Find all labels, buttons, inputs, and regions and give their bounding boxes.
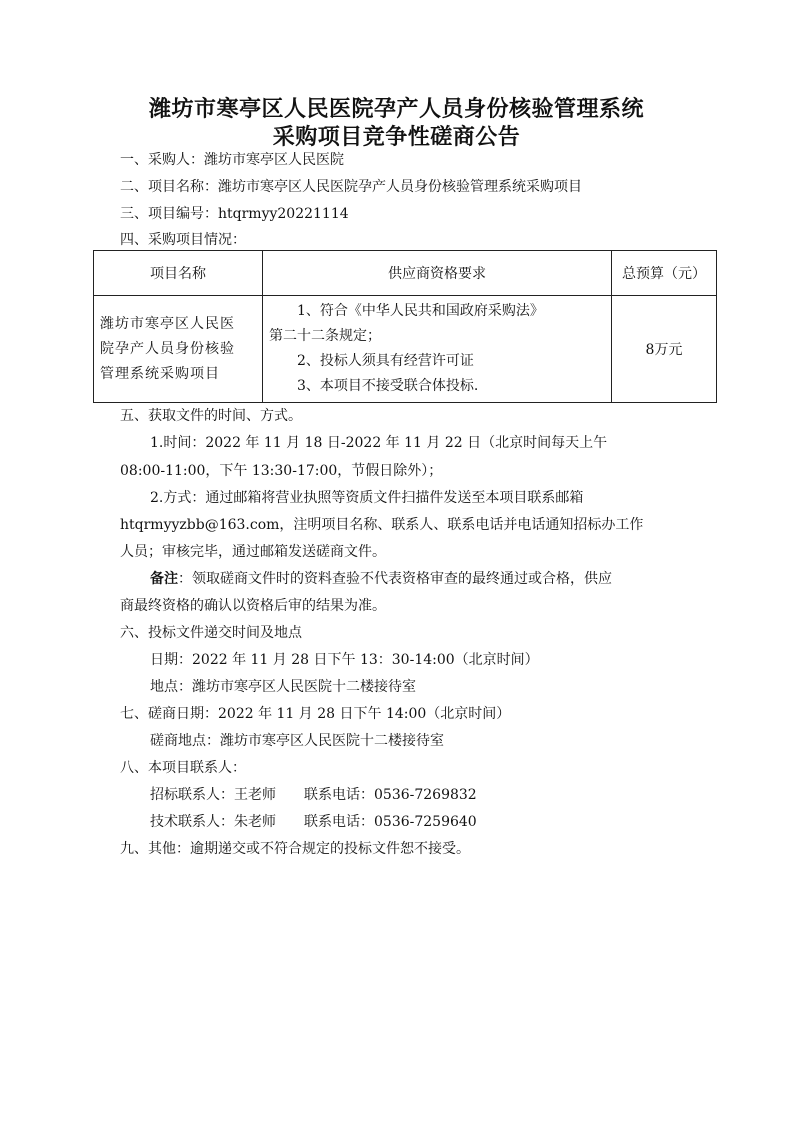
method-line-2: htqrmyyzbb@163.com，注明项目名称、联系人、联系电话并电话通知招标办工作 — [120, 517, 644, 533]
cell-project-name — [94, 296, 263, 403]
time-line-2: 08:00-11:00，下午 13:30-17:00，节假日除外）； — [120, 463, 443, 479]
section5-heading: 五、获取文件的时间、方式。 — [120, 408, 302, 424]
negotiation-place: 磋商地点：潍坊市寒亭区人民医院十二楼接待室 — [150, 733, 444, 749]
header-supplier-requirements: 供应商资格要求 — [263, 251, 612, 296]
procurement-info-heading: 四、采购项目情况： — [120, 232, 246, 248]
requirement-item: 3、本项目不接受联合体投标. — [297, 378, 479, 394]
note-line-1 — [150, 569, 612, 589]
project-name-text: 潍坊市寒亭区人民医 — [100, 315, 235, 332]
project-name-text: 院孕产人员身份核验 — [100, 340, 235, 357]
section6-heading: 六、投标文件递交时间及地点 — [120, 625, 302, 641]
purchaser-line: 一、采购人：潍坊市寒亭区人民医院 — [120, 152, 344, 168]
document-title-line2: 采购项目竞争性磋商公告 — [272, 124, 521, 150]
project-name-text: 管理系统采购项目 — [100, 365, 220, 382]
section9-text: 九、其他：逾期递交或不符合规定的投标文件恕不接受。 — [120, 841, 470, 857]
note-label: 备注 — [150, 571, 178, 587]
method-line-1: 2.方式：通过邮箱将营业执照等资质文件扫描件发送至本项目联系邮箱 — [150, 490, 584, 506]
bidding-contact: 招标联系人：王老师 联系电话：0536-7269832 — [150, 787, 477, 803]
technical-contact: 技术联系人：朱老师 联系电话：0536-7259640 — [150, 814, 477, 830]
header-project-name: 项目名称 — [94, 251, 263, 296]
submission-place: 地点：潍坊市寒亭区人民医院十二楼接待室 — [150, 679, 416, 695]
project-number-line: 三、项目编号：htqrmyy20221114 — [120, 206, 349, 222]
section7-heading: 七、磋商日期：2022 年 11 月 28 日下午 14:00（北京时间） — [120, 706, 511, 722]
project-name-line: 二、项目名称：潍坊市寒亭区人民医院孕产人员身份核验管理系统采购项目 — [120, 179, 582, 195]
header-total-budget: 总预算（元） — [612, 251, 717, 296]
table-row — [94, 296, 717, 403]
document-title-line1: 潍坊市寒亭区人民医院孕产人员身份核验管理系统 — [148, 96, 644, 122]
method-line-3: 人员；审核完毕，通过邮箱发送磋商文件。 — [120, 544, 386, 560]
note-text: ：领取磋商文件时的资料查验不代表资格审查的最终通过或合格，供应 — [178, 571, 612, 587]
note-line-2: 商最终资格的确认以资格后审的结果为准。 — [120, 598, 386, 614]
requirement-item: 1、符合《中华人民共和国政府采购法》 — [297, 303, 544, 319]
table-header-row — [94, 251, 717, 296]
section8-heading: 八、本项目联系人： — [120, 760, 246, 776]
requirement-item: 2、投标人须具有经营许可证 — [297, 353, 474, 369]
cell-requirements — [263, 296, 612, 403]
requirement-item: 第二十二条规定； — [269, 328, 381, 344]
cell-budget: 8万元 — [612, 296, 717, 403]
time-line-1: 1.时间：2022 年 11 月 18 日-2022 年 11 月 22 日（北京时间每天上午 — [150, 435, 608, 451]
procurement-table — [93, 250, 717, 403]
submission-date: 日期：2022 年 11 月 28 日下午 13：30-14:00（北京时间） — [150, 652, 539, 668]
